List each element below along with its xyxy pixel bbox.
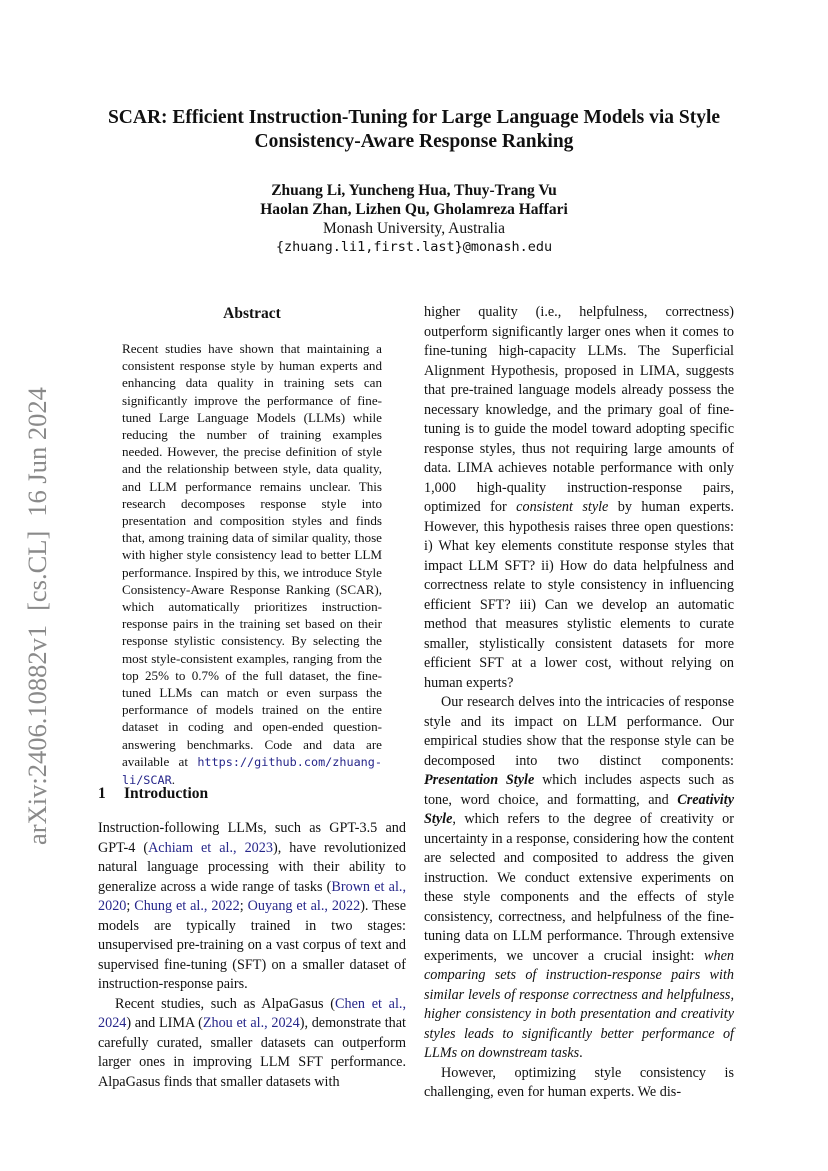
code-link[interactable]: https://github.com/zhuang-li/SCAR [122,754,382,788]
abstract-heading: Abstract [223,305,281,322]
title-line-1: SCAR: Efficient Instruction-Tuning for Large Language Models via Style [107,107,721,128]
key-insight: when comparing sets of instruction-response pairs with similar levels of response correctness and helpfulness, higher consistency in both presentation and creativity styles leads to significantly better performance of LLMs on downstream tasks [424,947,734,1061]
section-heading-introduction [98,785,208,803]
text: ), have revolutionized natural language processing with their ability to generalize across a wide range of tasks ( [98,839,406,895]
right-column-body [424,303,734,1103]
affiliation: Monash University, Australia [323,220,505,237]
text: which includes aspects such as tone, word choice, and formatting, and [424,772,734,808]
arxiv-category: [cs.CL] [22,530,52,611]
intro-paragraph-1 [98,819,406,995]
citation-link[interactable]: Chung et al., 2022 [134,898,240,914]
author-email: {zhuang.li1,first.last}@monash.edu [275,239,553,255]
arxiv-id: arXiv:2406.10882v1 [22,624,52,845]
text: Our research delves into the intricacies of response style and its impact on LLM performance. Our empirical studies show that the response style can be decomposed into two distinct components: [424,694,734,769]
citation-link[interactable]: Chen et al., 2024 [98,995,406,1031]
arxiv-date: 16 Jun 2024 [22,387,52,517]
title-line-2: Consistency-Aware Response Ranking [254,131,574,152]
text: Instruction-following LLMs, such as GPT-3.5 and GPT-4 ( [98,820,406,856]
text: , which refers to the degree of creativity or uncertainty in a response, considering how the content are selected and composited to address the given instruction. We conduct extensive experiments on these style components and the effects of style consistency, correctness, and helpfulness of the fine-tuning data on LLM performance. Through extensive experiments, we uncover a crucial insight: [424,811,734,964]
abstract-end: . [171,772,175,788]
authors-line-2: Haolan Zhan, Lizhen Qu, Gholamreza Haffari [260,201,568,218]
intro-paragraph-4 [424,1064,734,1103]
author-block [60,181,768,257]
abstract-body [122,340,382,789]
text: ; [239,898,248,914]
text: Recent studies, such as AlpaGasus ( [115,995,336,1012]
section-number: 1 [98,785,106,802]
text: higher quality (i.e., helpfulness, correctness) outperform significantly larger ones when it comes to fine-tuning high-capacity LLMs. The Superficial Alignment Hypothesis, proposed in LIMA, suggests that pre-trained language models already possess the necessary knowledge, and the primary goal of fine-tuning is to guide the model toward adopting specific response styles, thus not requiring large amounts of data. LIMA achieves notable performance with only 1,000 high-quality instruction-response pairs, optimized for [424,304,734,515]
text: ) and LIMA ( [126,1015,203,1031]
text: . [579,1045,583,1061]
intro-paragraph-2 [98,995,406,1093]
text: ), demonstrate that carefully curated, smaller datasets can outperform larger ones in improving LLM SFT performance. AlpaGasus finds that smaller datasets with [98,1015,406,1090]
term-presentation-style: Presentation Style [424,772,535,788]
intro-paragraph-3 [424,693,734,1064]
emphasis: consistent style [516,499,609,515]
left-column-body [98,819,406,1092]
text: However, optimizing style consistency is challenging, even for human experts. We dis- [424,1064,734,1100]
citation-link[interactable]: Brown et al., 2020 [98,878,406,914]
arxiv-watermark [22,365,53,845]
term-creativity-style: Creativity Style [424,791,734,827]
section-title: Introduction [124,785,209,802]
authors-line-1: Zhuang Li, Yuncheng Hua, Thuy-Trang Vu [271,182,557,199]
citation-link[interactable]: Achiam et al., 2023 [148,839,273,856]
text: by human experts. However, this hypothesis raises three open questions: i) What key elements constitute response styles that impact LLM SFT? ii) How do data helpfulness and correctness relate to style consistency in influencing efficient SFT? iii) Can we develop an automatic method that measures stylistic elements to curate smaller, stylistically consistent datasets for more efficient SFT at a lower cost, without relying on human experts? [424,499,734,691]
text: ). These models are typically trained in two stages: unsupervised pre-training on a vast corpus of text and supervised fine-tuning (SFT) on a smaller dataset of instruction-response pairs. [98,898,406,992]
text: ; [126,898,135,914]
paper-title [60,106,768,154]
abstract-text: Recent studies have shown that maintaining a consistent response style by human experts and enhancing data quality in training sets can significantly improve the performance of fine-tuned Large Language Models (LLMs) while reducing the number of training examples needed. However, the precise definition of style and the relationship between style, data quality, and LLM performance remains unclear. This research decomposes response style into presentation and composition styles and finds that, among training data of similar quality, those with higher style consistency lead to better LLM performance. Inspired by this, we introduce Style Consistency-Aware Response Ranking (SCAR), which automatically prioritizes instruction-response pairs in the training set based on their response stylistic consistency. By selecting the most style-consistent examples, ranging from the top 25% to 0.7% of the full dataset, the fine-tuned LLMs can match or even surpass the performance of models trained on the entire dataset in coding and open-ended question-answering benchmarks. Code and data are available at [122,341,382,769]
intro-paragraph-2-continued [424,303,734,693]
citation-link[interactable]: Zhou et al., 2024 [202,1015,300,1031]
citation-link[interactable]: Ouyang et al., 2022 [247,898,361,914]
